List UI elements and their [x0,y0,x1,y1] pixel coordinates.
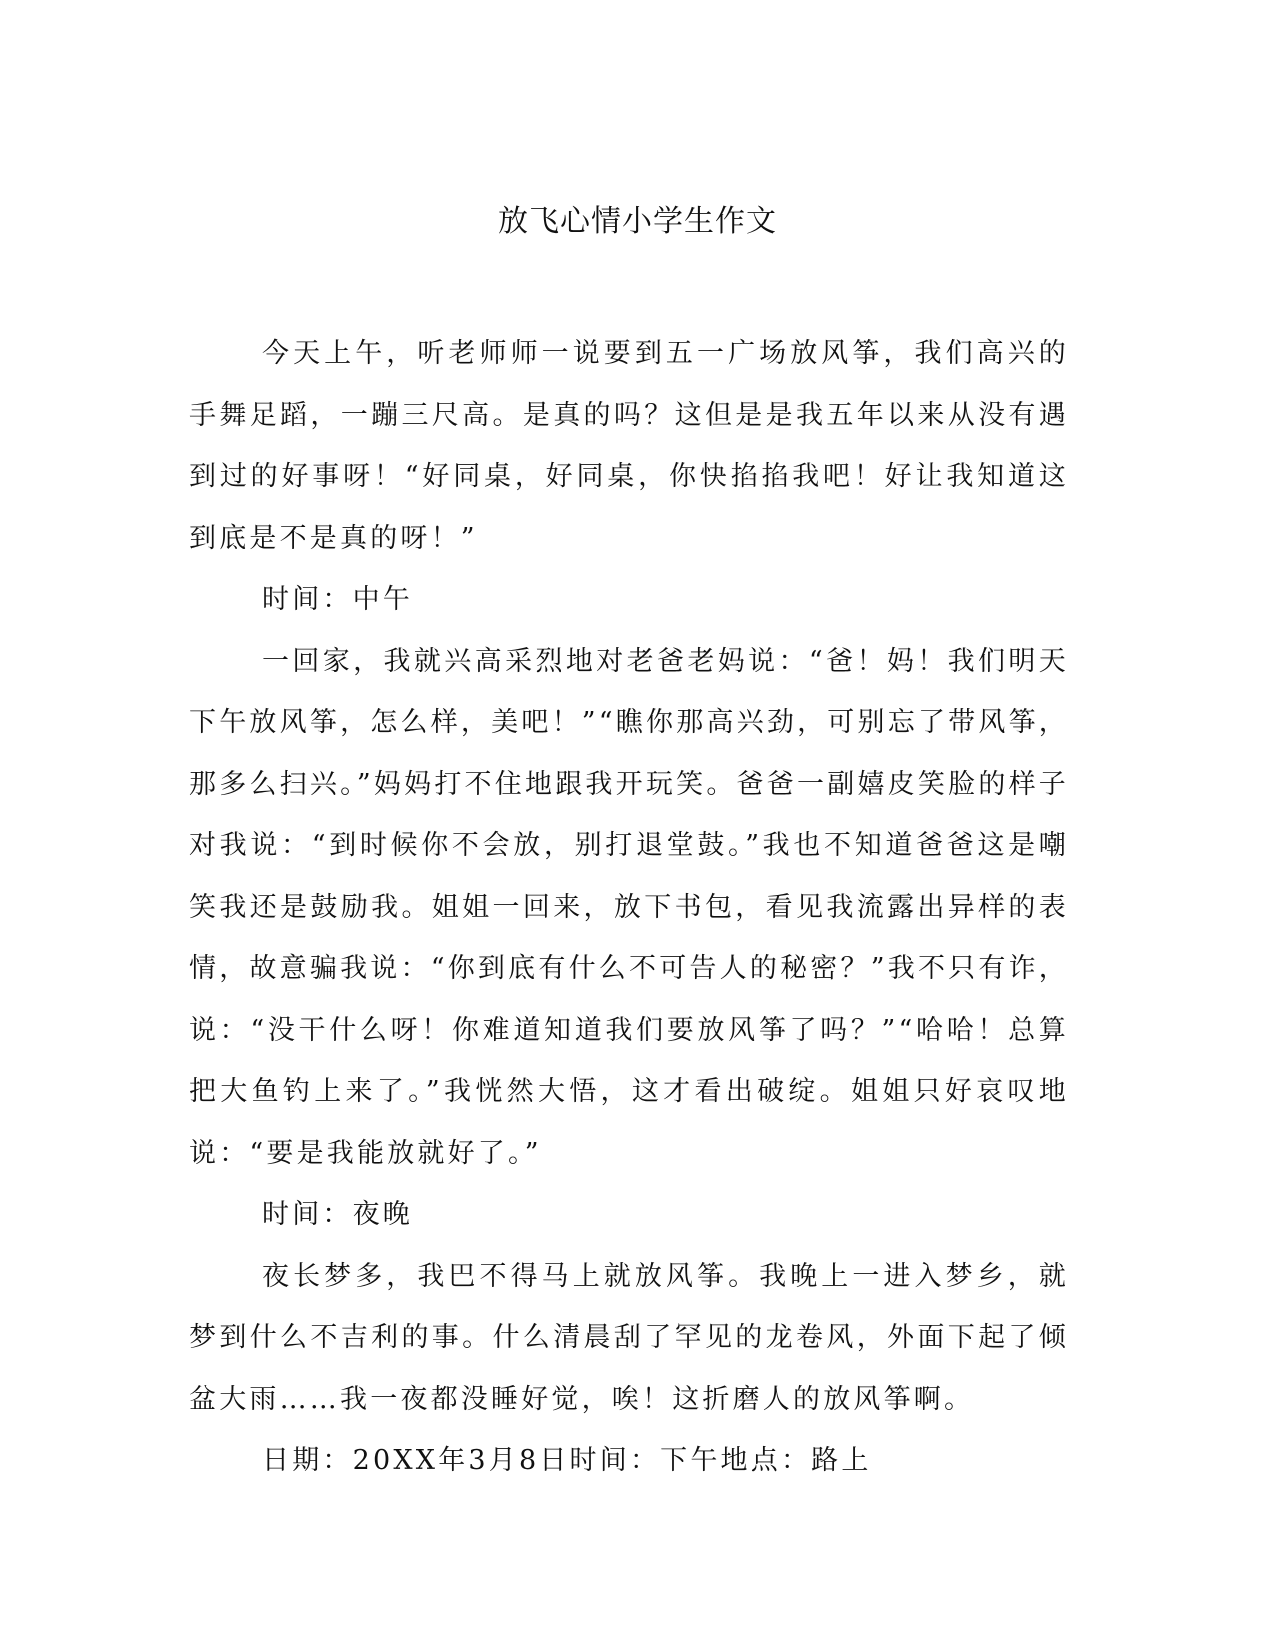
paragraph-intro: 今天上午，听老师师一说要到五一广场放风筝，我们高兴的手舞足蹈，一蹦三尺高。是真的吗？这但是是我五年以来从没有遇到过的好事呀！“好同桌，好同桌，你快掐掐我吧！好让我知道这到底是不是真的呀！” [189,338,1069,554]
paragraph-date-line: 日期：20XX年3月8日时间：下午地点：路上 [262,1445,872,1476]
paragraph-time-night: 时间：夜晚 [262,1199,413,1230]
paragraph-home: 一回家，我就兴高采烈地对老爸老妈说：“爸！妈！我们明天下午放风筝，怎么样，美吧！”“瞧你那高兴劲，可别忘了带风筝，那多么扫兴。”妈妈打不住地跟我开玩笑。爸爸一副嬉皮笑脸的样子对我说：“到时候你不会放，别打退堂鼓。”我也不知道爸爸这是嘲笑我还是鼓励我。姐姐一回来，放下书包，看见我流露出异样的表情，故意骗我说：“你到底有什么不可告人的秘密？”我不只有诈，说：“没干什么呀！你难道知道我们要放风筝了吗？”“哈哈！总算把大鱼钓上来了。”我恍然大悟，这才看出破绽。姐姐只好哀叹地说：“要是我能放就好了。” [189,645,1069,1169]
document-title: 放飞心情小学生作文 [498,204,777,239]
paragraph-dream: 夜长梦多，我巴不得马上就放风筝。我晚上一进入梦乡，就梦到什么不吉利的事。什么清晨刮了罕见的龙卷风，外面下起了倾盆大雨……我一夜都没睡好觉，唉！这折磨人的放风筝啊。 [189,1260,1069,1415]
paragraph-time-noon: 时间：中午 [262,584,413,615]
document-body [189,323,1069,1492]
